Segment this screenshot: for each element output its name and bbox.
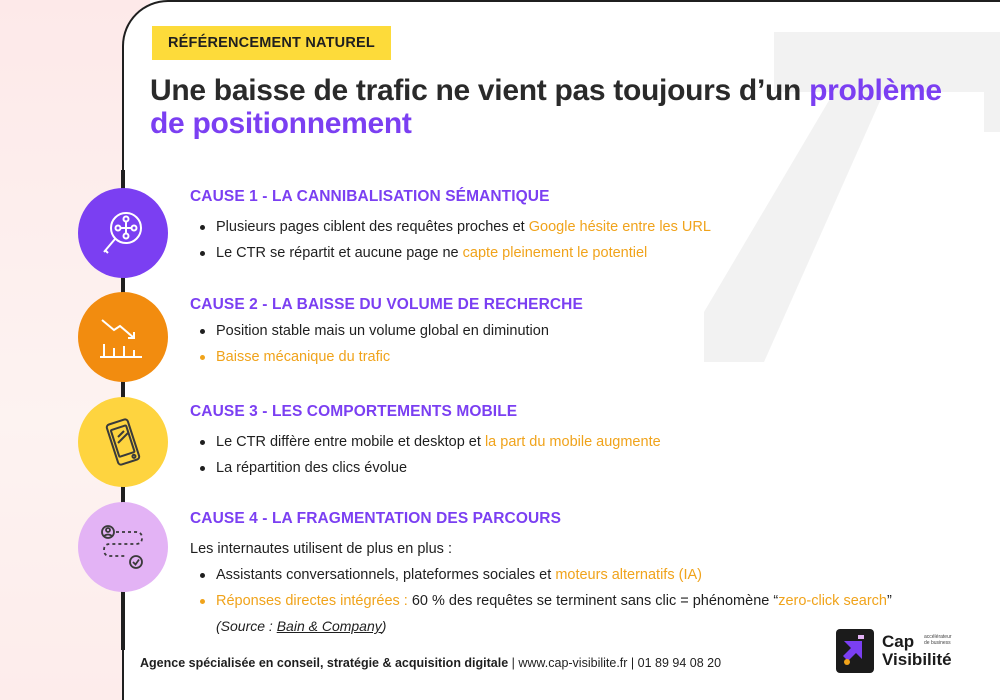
- cause-4-section: [190, 508, 990, 638]
- bullet-text: Position stable mais un volume global en diminution: [216, 323, 549, 339]
- cause-3-badge: [78, 397, 168, 487]
- bullet-highlight: moteurs alternatifs (IA): [555, 567, 702, 583]
- category-tag: RÉFÉRENCEMENT NATUREL: [152, 26, 391, 60]
- cause-2-badge: [78, 292, 168, 382]
- cause-1-section: [190, 186, 990, 266]
- cause-1-badge: [78, 188, 168, 278]
- cause-4-title: CAUSE 4 - LA FRAGMENTATION DES PARCOURS: [190, 510, 562, 527]
- bullet-highlight: zero-click search: [778, 593, 887, 609]
- title-text: Une baisse de trafic ne vient pas toujours d’un: [150, 74, 810, 107]
- logo-line2: Visibilité: [882, 650, 952, 669]
- list-item: [190, 429, 990, 455]
- bullet-highlight: Google hésite entre les URL: [528, 219, 711, 235]
- list-item: [190, 588, 990, 614]
- cause-4-badge: [78, 502, 168, 592]
- source-link[interactable]: Bain & Company: [276, 618, 382, 634]
- source-prefix: (Source :: [216, 618, 277, 634]
- trend-down-chart-icon: [96, 310, 150, 364]
- list-item: [190, 344, 990, 370]
- bullet-text: Plusieurs pages ciblent des requêtes proches et: [216, 219, 529, 235]
- source-suffix: ): [381, 618, 387, 634]
- bullet-highlight: capte pleinement le potentiel: [462, 245, 648, 261]
- list-item: [190, 240, 990, 266]
- user-journey-icon: [96, 520, 150, 574]
- cause-1-title: CAUSE 1 - LA CANNIBALISATION SÉMANTIQUE: [190, 188, 550, 205]
- title-highlight: problème: [809, 74, 942, 107]
- cause-4-list: [190, 562, 990, 614]
- list-item: [190, 455, 990, 481]
- list-item: [190, 562, 990, 588]
- bullet-text: La répartition des clics évolue: [216, 460, 408, 476]
- bullet-text: Assistants conversationnels, plateformes sociales et: [216, 567, 556, 583]
- bullet-highlight: la part du mobile augmente: [484, 434, 661, 450]
- cause-2-title: CAUSE 2 - LA BAISSE DU VOLUME DE RECHERCHE: [190, 296, 583, 313]
- bullet-lead: Réponses directes intégrées :: [216, 593, 408, 609]
- bullet-text: 60 % des requêtes se terminent sans clic = phénomène “: [407, 593, 779, 609]
- footer-tagline: Agence spécialisée en conseil, stratégie & acquisition digitale: [140, 656, 509, 670]
- title-highlight-line2: de positionnement: [150, 107, 412, 140]
- logo-line1: Cap: [882, 632, 915, 651]
- bullet-text: Le CTR diffère entre mobile et desktop et: [216, 434, 485, 450]
- smartphone-icon: [96, 415, 150, 469]
- cause-2-section: [190, 294, 990, 370]
- logo-mark-icon: [836, 629, 874, 673]
- footer-contact: | www.cap-visibilite.fr | 01 89 94 08 20: [508, 656, 722, 670]
- cause-2-list: [190, 318, 990, 370]
- list-item: [190, 214, 990, 240]
- search-network-icon: [96, 206, 150, 260]
- list-item: [190, 318, 990, 344]
- cause-3-list: [190, 429, 990, 481]
- bullet-tail: ”: [886, 593, 892, 609]
- cause-4-intro: Les internautes utilisent de plus en plus :: [190, 541, 452, 557]
- cause-1-list: [190, 214, 990, 266]
- cause-3-section: [190, 401, 990, 481]
- cause-3-title: CAUSE 3 - LES COMPORTEMENTS MOBILE: [190, 403, 518, 420]
- footer: [140, 654, 721, 672]
- page-title: [150, 74, 1000, 140]
- bullet-text: Le CTR se répartit et aucune page ne: [216, 245, 463, 261]
- logo-tagline: accélérateur de business: [924, 634, 952, 646]
- bullet-highlight: Baisse mécanique du trafic: [216, 349, 391, 365]
